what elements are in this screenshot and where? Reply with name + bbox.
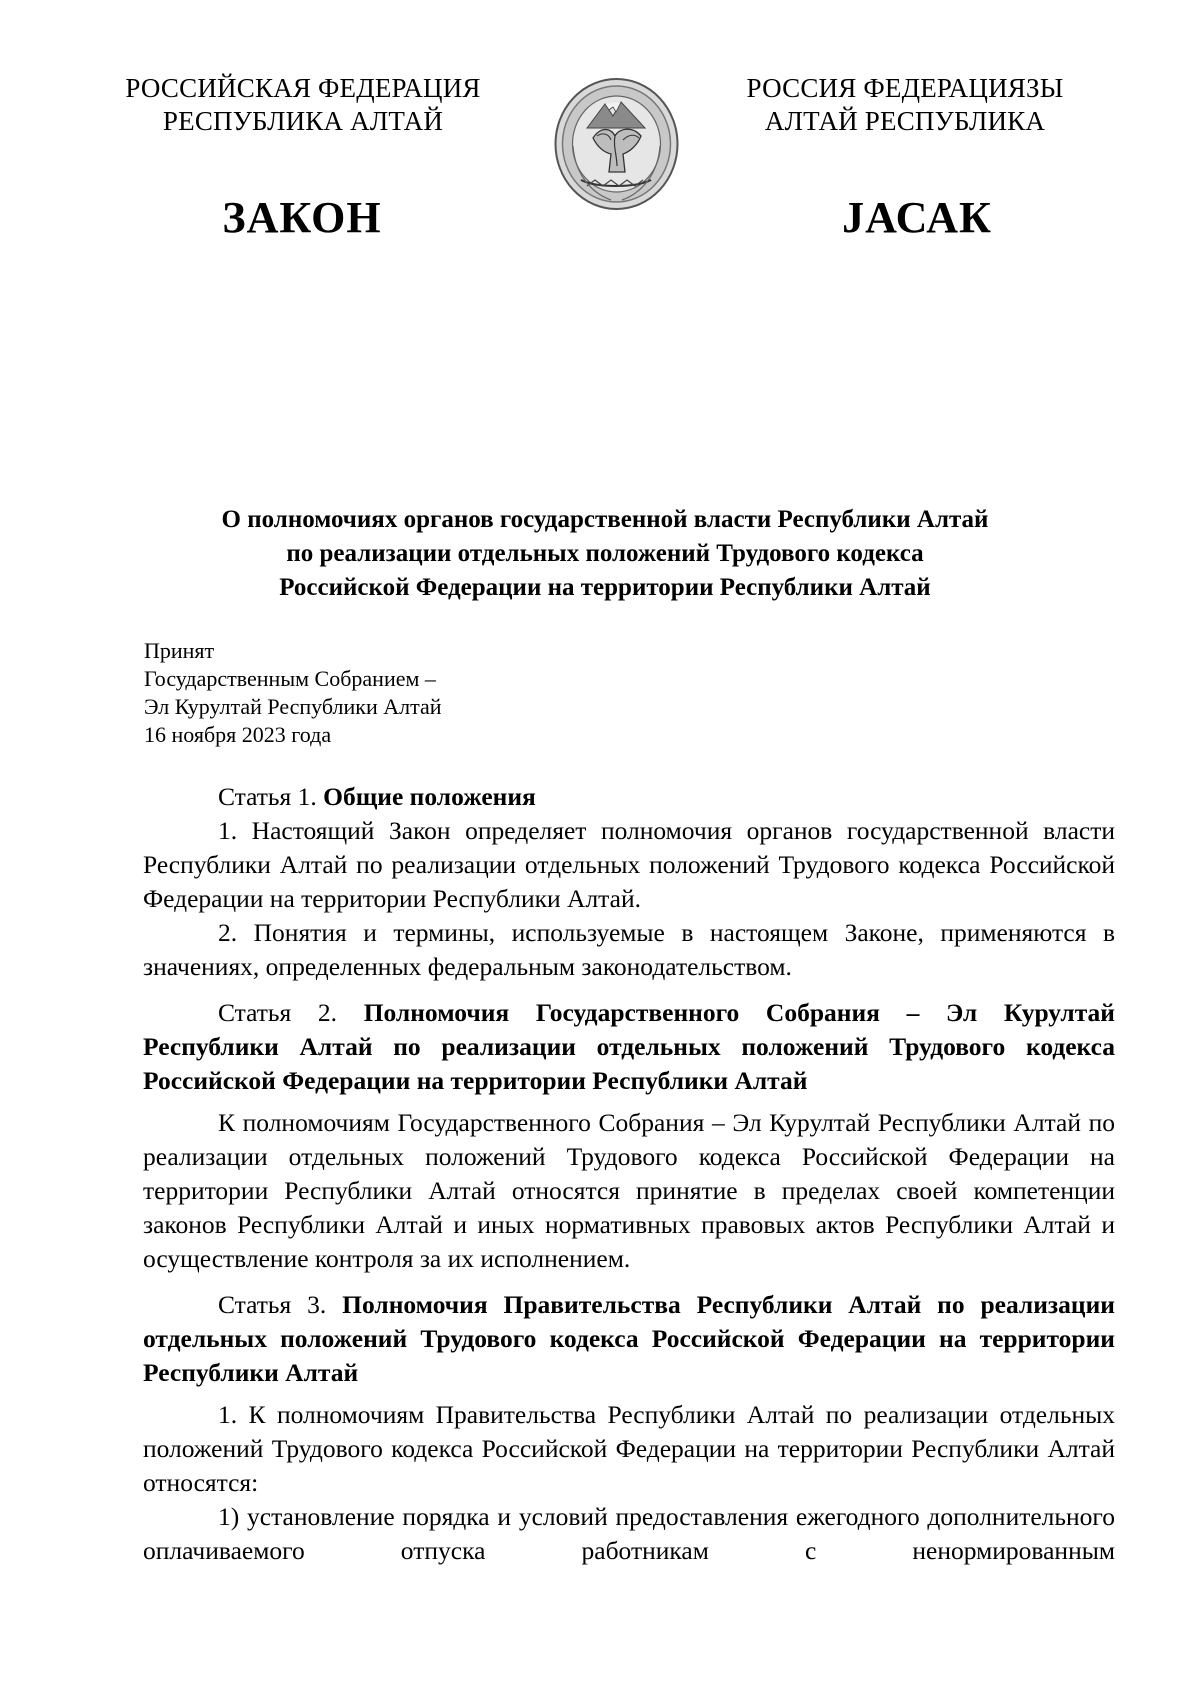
header-left-line2: РЕСПУБЛИКА АЛТАЙ (162, 106, 444, 136)
header-left (88, 72, 518, 138)
adoption-note (144, 637, 442, 749)
article-label: Статья 1. (218, 782, 317, 811)
article-title: Полномочия Государственного Собрания – Эл Курултай Республики Алтай по реализации отдельных положений Трудового кодекса Российской Федерации на территории Республики Алтай (143, 998, 1115, 1095)
title-line-3: Российской Федерации на территории Республики Алтай (279, 574, 931, 601)
title-line-1: О полномочиях органов государственной власти Республики Алтай (221, 506, 989, 533)
article-1-paragraph-2: 2. Понятия и термины, используемые в настоящем Законе, применяются в значениях, определенных федеральным законодательством. (143, 918, 1115, 981)
article-1-heading (143, 780, 1115, 814)
law-title (145, 503, 1065, 605)
header-right-line1: РОССИЯ ФЕДЕРАЦИЯЗЫ (746, 73, 1064, 103)
law-title-altai: JАСАК (842, 193, 992, 242)
article-3-paragraph-1: 1. К полномочиям Правительства Республики Алтай по реализации отдельных положений Трудового кодекса Российской Федерации на территории Республики Алтай относятся: (143, 1400, 1115, 1497)
coat-of-arms-icon (553, 76, 680, 212)
article-label: Статья 2. (218, 998, 338, 1027)
header-right-line2: АЛТАЙ РЕСПУБЛИКА (764, 106, 1046, 136)
article-2-heading (143, 996, 1115, 1098)
article-label: Статья 3. (218, 1290, 327, 1319)
adoption-line-3: Эл Курултай Республики Алтай (144, 694, 442, 719)
adoption-date: 16 ноября 2023 года (144, 722, 332, 747)
article-3-paragraph-2: 1) установление порядка и условий предоставления ежегодного дополнительного оплачиваемого отпуска работникам с ненормированным (143, 1502, 1115, 1565)
article-title: Общие положения (323, 782, 536, 811)
header-right (690, 72, 1120, 138)
article-title: Полномочия Правительства Республики Алтай по реализации отдельных положений Трудового кодекса Российской Федерации на территории Республики Алтай (143, 1290, 1115, 1387)
adoption-line-1: Принят (144, 638, 215, 663)
article-1-paragraph-1: 1. Настоящий Закон определяет полномочия органов государственной власти Республики Алтай по реализации отдельных положений Трудового кодекса Российской Федерации на территории Республики Алтай. (143, 816, 1115, 913)
header-left-line1: РОССИЙСКАЯ ФЕДЕРАЦИЯ (125, 73, 481, 103)
article-2-paragraph-1: К полномочиям Государственного Собрания – Эл Курултай Республики Алтай по реализации отдельных положений Трудового кодекса Российской Федерации на территории Республики Алтай относятся принятие в пределах своей компетенции законов Республики Алтай и иных нормативных правовых актов Республики Алтай и осуществление контроля за их исполнением. (143, 1108, 1115, 1273)
article-3-heading (143, 1288, 1115, 1390)
law-title-ru: ЗАКОН (222, 193, 382, 242)
law-body (143, 780, 1115, 1568)
title-line-2: по реализации отдельных положений Трудового кодекса (286, 540, 924, 567)
adoption-line-2: Государственным Собранием – (144, 666, 436, 691)
